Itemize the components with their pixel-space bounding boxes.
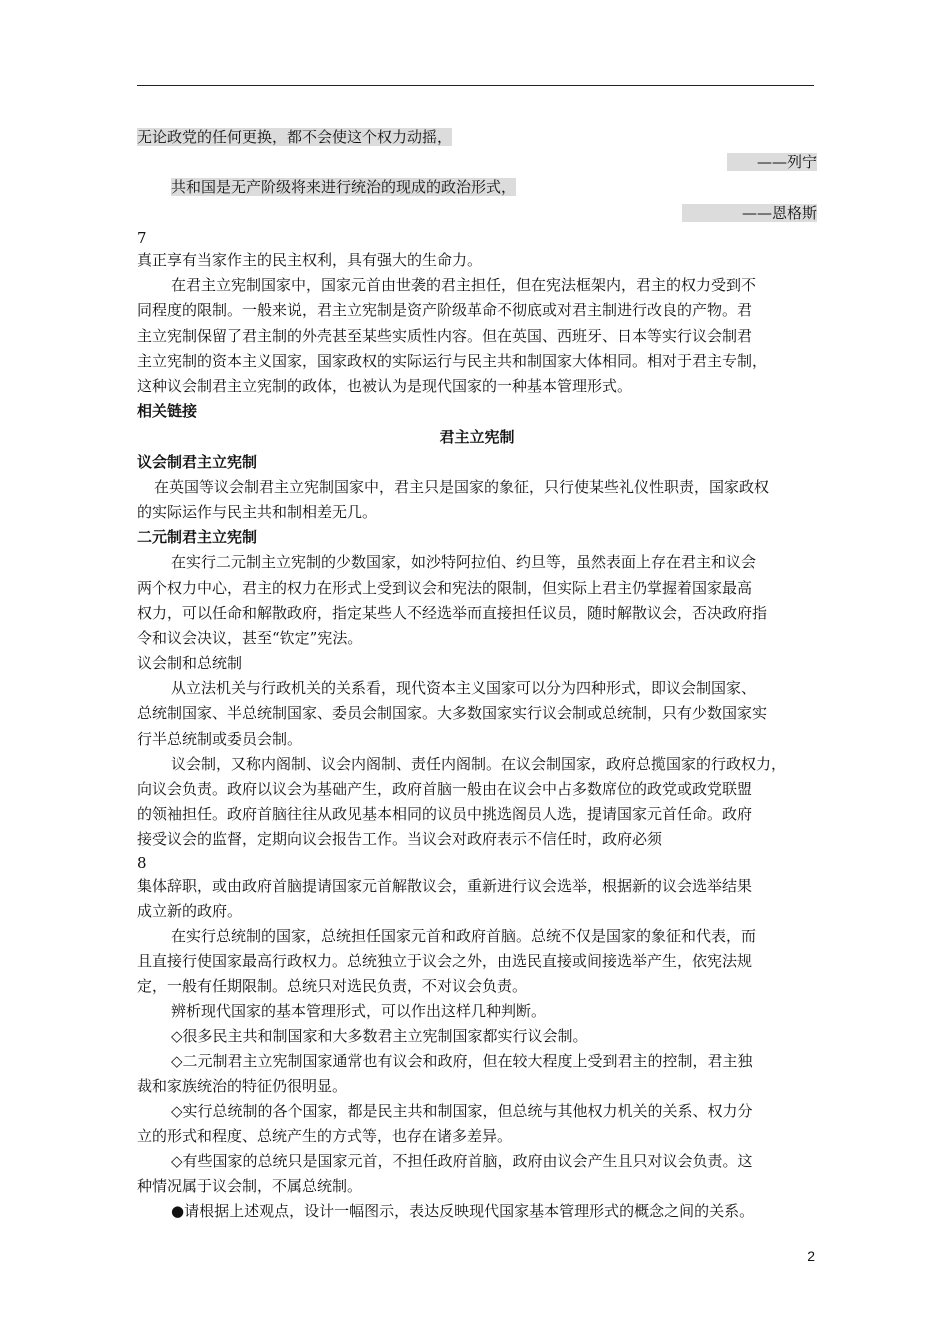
subheading-dual-monarchy: 二元制君主立宪制 (137, 528, 258, 546)
paragraph-line: 向议会负责。政府以议会为基础产生，政府首脑一般由在议会中占多数席位的政党或政党联盟 (137, 780, 753, 798)
list-item: ◇二元制君主立宪制国家通常也有议会和政府，但在较大程度上受到君主的控制，君主独 (171, 1052, 753, 1070)
list-item: ◇很多民主共和制国家和大多数君主立宪制国家都实行议会制。 (171, 1027, 588, 1045)
paragraph-line: 权力，可以任命和解散政府，指定某些人不经选举而直接担任议员，随时解散议会，否决政府指 (137, 604, 768, 622)
paragraph-line: 的实际运作与民主共和制相差无几。 (137, 503, 378, 521)
subheading-parliament-presidential: 议会制和总统制 (137, 654, 243, 672)
paragraph-line: 总统制国家、半总统制国家、委员会制国家。大多数国家实行议会制或总统制，只有少数国家实 (137, 704, 768, 722)
paragraph-line: 在实行二元制主立宪制的少数国家，如沙特阿拉伯、约旦等，虽然表面上存在君主和议会 (171, 553, 757, 571)
quote-1-text: 无论政党的任何更换，都不会使这个权力动摇， (137, 128, 453, 146)
paragraph-line: 成立新的政府。 (137, 902, 243, 920)
quote-1 (137, 127, 817, 147)
page-marker-7: 7 (137, 229, 147, 247)
paragraph-line: 议会制，又称内阁制、议会内阁制、责任内阁制。在议会制国家，政府总揽国家的行政权力， (171, 755, 787, 773)
paragraph-line: 接受议会的监督，定期向议会报告工作。当议会对政府表示不信任时，政府必须 (137, 830, 663, 848)
paragraph-line: 真正享有当家作主的民主权利，具有强大的生命力。 (137, 251, 483, 269)
quote-2 (137, 177, 817, 197)
paragraph-line: 行半总统制或委员会制。 (137, 730, 303, 748)
quote-2-author-line (137, 203, 817, 223)
task-prompt: ●请根据上述观点，设计一幅图示，表达反映现代国家基本管理形式的概念之间的关系。 (171, 1202, 755, 1220)
list-item-continuation: 种情况属于议会制，不属总统制。 (137, 1177, 363, 1195)
paragraph-line: 辨析现代国家的基本管理形式，可以作出这样几种判断。 (171, 1002, 547, 1020)
section-title: 君主立宪制 (439, 428, 515, 446)
paragraph-line: 令和议会决议，甚至“钦定”宪法。 (137, 629, 363, 647)
paragraph-line: 集体辞职，或由政府首脑提请国家元首解散议会，重新进行议会选举，根据新的议会选举结果 (137, 877, 753, 895)
quote-2-author: ——恩格斯 (682, 204, 817, 222)
list-item-continuation: 裁和家族统治的特征仍很明显。 (137, 1077, 348, 1095)
page-marker-8: 8 (137, 854, 147, 872)
paragraph-line: 这种议会制君主立宪制的政体，也被认为是现代国家的一种基本管理形式。 (137, 377, 633, 395)
quote-2-text: 共和国是无产阶级将来进行统治的现成的政治形式， (171, 178, 517, 196)
paragraph-line: 两个权力中心，君主的权力在形式上受到议会和宪法的限制，但实际上君主仍掌握着国家最高 (137, 579, 753, 597)
paragraph-line: 主立宪制的资本主义国家，国家政权的实际运行与民主共和制国家大体相同。相对于君主专制， (137, 352, 768, 370)
list-item-continuation: 立的形式和程度、总统产生的方式等，也存在诸多差异。 (137, 1127, 513, 1145)
paragraph-line: 主立宪制保留了君主制的外壳甚至某些实质性内容。但在英国、西班牙、日本等实行议会制君 (137, 327, 753, 345)
quote-1-author-line (137, 152, 817, 172)
list-item: ◇有些国家的总统只是国家元首，不担任政府首脑，政府由议会产生且只对议会负责。这 (171, 1152, 753, 1170)
paragraph-line: 在英国等议会制君主立宪制国家中，君主只是国家的象征，只行使某些礼仪性职责，国家政权 (154, 478, 770, 496)
paragraph-line: 从立法机关与行政机关的关系看，现代资本主义国家可以分为四种形式，即议会制国家、 (171, 679, 757, 697)
paragraph-line: 在君主立宪制国家中，国家元首由世袭的君主担任，但在宪法框架内，君主的权力受到不 (171, 276, 757, 294)
paragraph-line: 在实行总统制的国家，总统担任国家元首和政府首脑。总统不仅是国家的象征和代表，而 (171, 927, 757, 945)
header-rule (137, 85, 814, 86)
list-item: ◇实行总统制的各个国家，都是民主共和制国家，但总统与其他权力机关的关系、权力分 (171, 1102, 753, 1120)
paragraph-line: 同程度的限制。一般来说，君主立宪制是资产阶级革命不彻底或对君主制进行改良的产物。君 (137, 301, 753, 319)
page-number: 2 (807, 1248, 815, 1264)
paragraph-line: 且直接行使国家最高行政权力。总统独立于议会之外，由选民直接或间接选举产生，依宪法规 (137, 952, 753, 970)
quote-1-author: ——列宁 (727, 153, 817, 171)
related-links-heading: 相关链接 (137, 402, 198, 420)
subheading-parliamentary-monarchy: 议会制君主立宪制 (137, 453, 258, 471)
paragraph-line: 的领袖担任。政府首脑往往从政见基本相同的议员中挑选阁员人选，提请国家元首任命。政府 (137, 805, 753, 823)
paragraph-line: 定，一般有任期限制。总统只对选民负责，不对议会负责。 (137, 977, 528, 995)
